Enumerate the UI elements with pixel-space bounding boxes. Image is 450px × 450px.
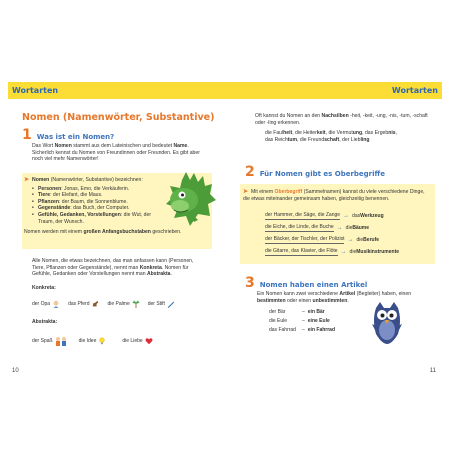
section-1-number: 1 [22,127,32,143]
list-item: • Pflanzen: der Baum, die Sonnenblume. [32,199,164,206]
grandpa-icon [52,300,60,308]
owl-illustration [370,300,404,346]
list-item: • Tiere: der Elefant, die Maus. [32,192,164,199]
palm-tree-icon [132,300,140,308]
oberbegriff-row: die Gitarre, das Klavier, die Flöte → die Musikinstrumente [265,248,400,255]
section-2-number: 2 [245,164,255,180]
oberbegriff-row: die Eiche, die Linde, die Buche → die Bäume [265,224,370,231]
definition-box-text [24,177,182,236]
left-header-label: Wortarten [12,86,59,95]
abstrakta-row [32,336,155,346]
article-row: die Eule – eine Eule [269,318,330,324]
arrow-right-icon: ➤ [24,177,30,183]
definition-lead: ➤ Nomen (Namenwörter, Substantive) bezeichnen: [24,177,143,183]
section-2-title: Für Nomen gibt es Oberbegriffe [259,170,385,178]
section-2-heading [245,165,385,179]
horse-icon [91,300,99,308]
lightbulb-icon [98,337,106,345]
oberbegriff-row: der Bäcker, der Tischler, der Polizist → die Berufe [265,236,380,243]
abstrakta-label: Abstrakta: [32,319,58,325]
konkreta-label: Konkreta: [32,285,56,291]
children-playing-icon [55,336,67,346]
section-1-intro: Das Wort Nomen stammt aus dem Lateinischen und bedeutet Name. Sicherlich kennst du Nomen von Freundinnen oder Freunden. Es gibt aber noch viel mehr Namenwörter! [32,143,200,163]
concrete-abstract-paragraph: Alle Nomen, die etwas bezeichnen, das man anfassen kann (Personen, Tiere, Pflanzen oder Gegenstände), nennt man Konkreta. Nomen für Gefühle, Gedanken oder Vorstellungen nennt man Abstrakta. [32,258,194,278]
dragon-illustration [160,170,220,232]
konkreta-item: das Pferd [68,301,90,307]
left-header-bar [8,82,225,99]
pencil-icon [167,300,175,308]
suffix-examples-line-1: die Faulheit, die Heiterkeit, die Vermutung, das Ergebnis, [265,130,397,136]
article-intro: Ein Nomen kann zwei verschiedene Artikel (Begleiter) haben, einen bestimmten oder einen unbestimmten. [257,291,412,304]
right-page [225,0,450,450]
abstrakta-item: die Liebe [122,338,143,344]
list-item: • Gegenstände: das Buch, der Computer. [32,205,164,212]
right-header-label: Wortarten [391,86,438,95]
suffix-examples-line-2: das Reichtum, die Freundschaft, der Liebling [265,136,370,143]
page-title: Nomen (Namenwörter, Substantive) [22,112,215,123]
oberbegriff-intro: ➤ Mit einem Oberbegriff (Sammelnamen) kannst du viele verschiedene Dinge, die etwas miteinander gemeinsam haben, gleichzeitig benennen. [243,189,425,202]
abstrakta-item: der Spaß [32,338,53,344]
oberbegriff-row: der Hammer, die Säge, die Zange → das Werkzeug [265,212,384,219]
suffix-examples [265,130,435,143]
section-3-number: 3 [245,275,255,291]
konkreta-item: der Opa [32,301,51,307]
definition-footer: Nomen werden mit einem großen Anfangsbuchstaben geschrieben. [24,229,182,236]
arrow-right-icon: ➤ [243,189,249,195]
article-row: das Fahrrad – ein Fahrrad [269,327,336,333]
section-3-title: Nomen haben einen Artikel [259,281,368,289]
abstrakta-item: die Idee [78,338,97,344]
section-1-title: Was ist ein Nomen? [36,133,115,141]
page-number-left: 10 [12,368,19,374]
section-1-heading [22,128,114,142]
heart-icon [145,337,153,345]
right-header-bar [225,82,442,99]
article-row: der Bär – ein Bär [269,309,325,315]
suffix-intro: Oft kannst du Nomen an den Nachsilben -heit, -keit, -ung, -nis, -tum, -schaft oder -ling erkennen. [255,113,428,126]
list-item: • Personen: Jonas, Emo, die Verkäuferin. [32,186,164,193]
konkreta-row [32,300,177,308]
list-item: • Gefühle, Gedanken, Vorstellungen: die Wut, der Traum, der Wunsch. [32,212,164,225]
section-3-heading [245,276,367,290]
page-number-right: 11 [429,368,436,374]
konkreta-item: der Stift [147,301,165,307]
konkreta-item: die Palme [107,301,130,307]
definition-list [32,186,164,226]
